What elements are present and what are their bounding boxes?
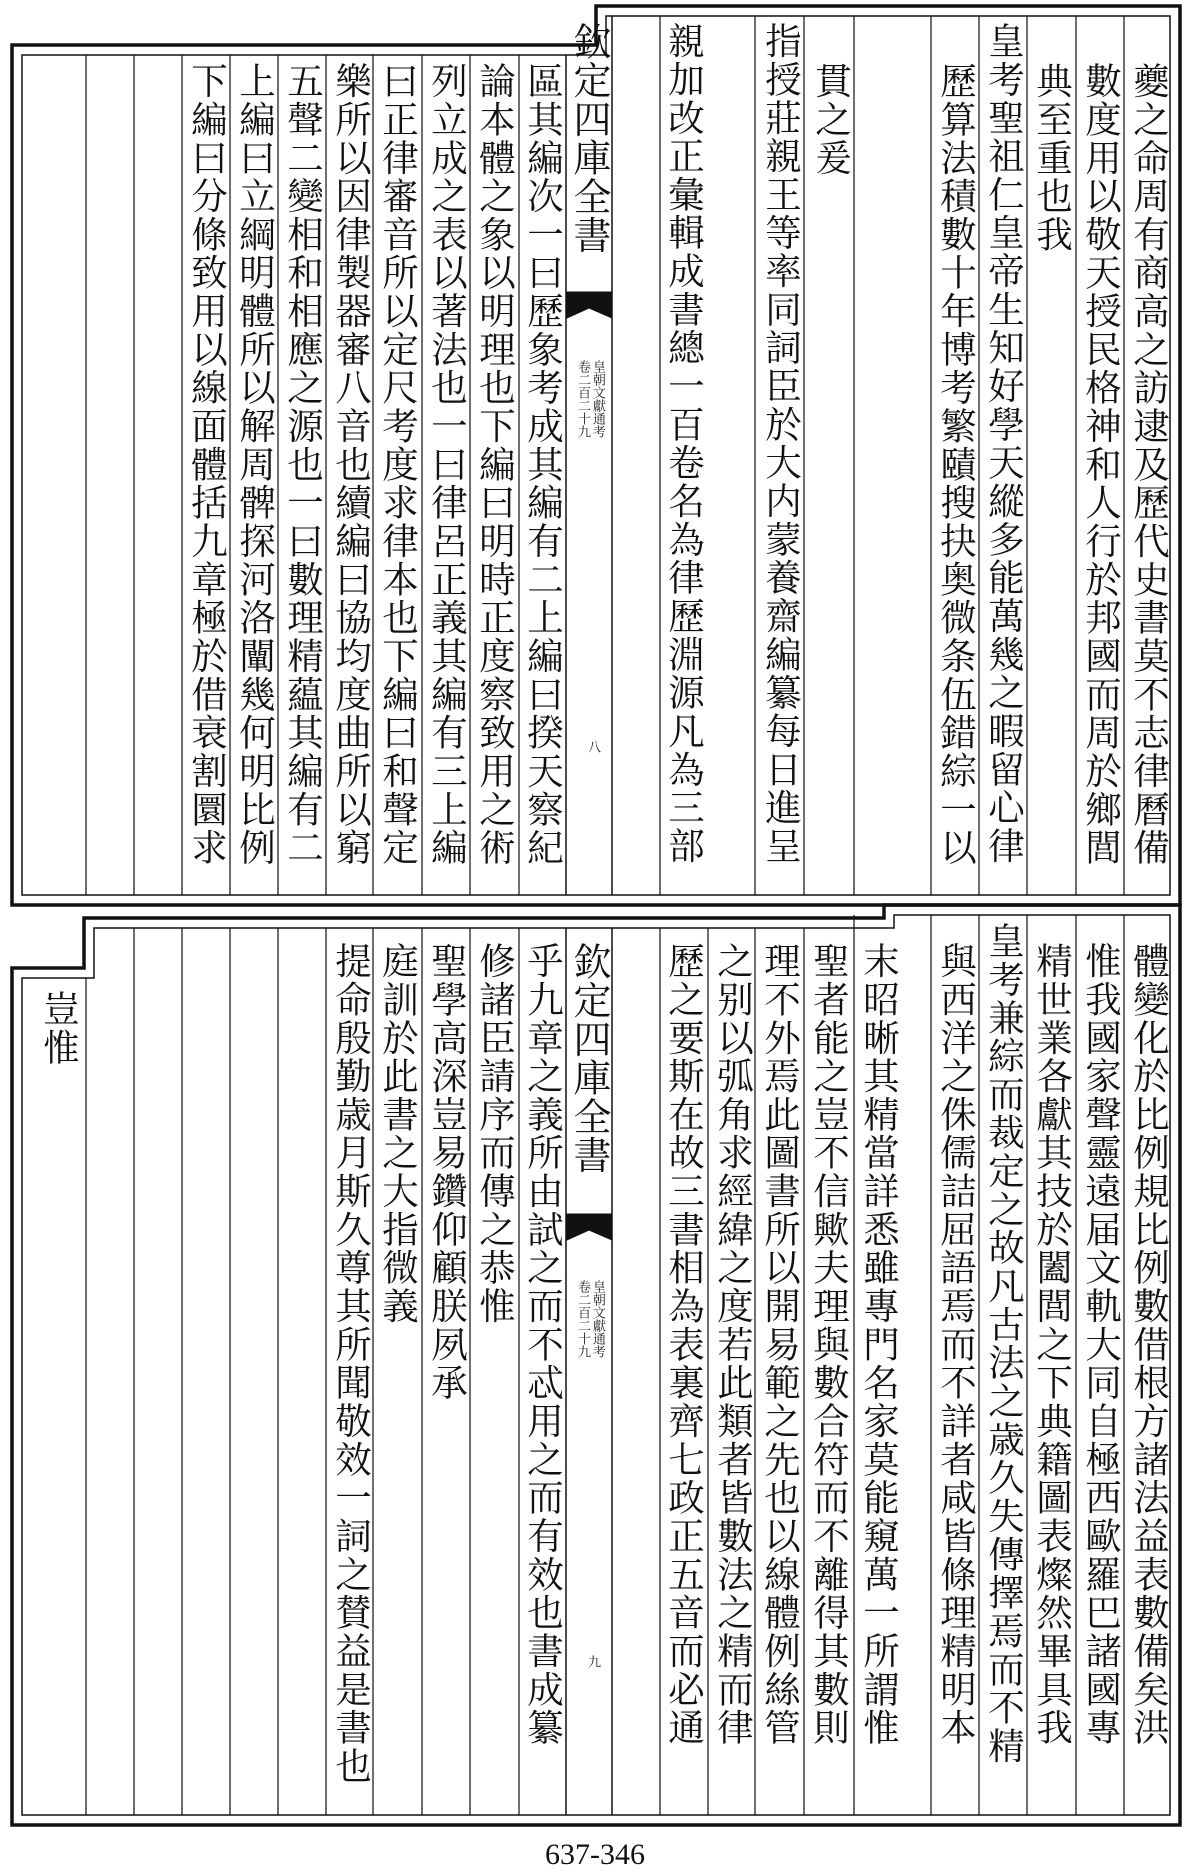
- text-column: 精世業各獻其技於闔閭之下典籍圖表燦然畢具我: [1030, 942, 1074, 1747]
- spine-subtitle: 皇朝文獻通考 卷二百二十九: [574, 360, 605, 438]
- text-column: 皇考聖祖仁皇帝生知好學天縱多能萬幾之暇留心律: [982, 22, 1026, 866]
- text-column: 下編曰分條致用以線面體括九章極於借衰割圜求: [185, 62, 229, 867]
- text-column: 指授莊親王等率同詞臣於大内蒙養齋編纂每日進呈: [759, 22, 803, 866]
- text-column: 庭訓於此書之大指微義: [376, 942, 420, 1326]
- text-column: 歷算法積數十年博考繁賾搜抉奥微条伍錯綜一以: [934, 62, 978, 867]
- spine-subtitle: 皇朝文獻通考 卷二百二十九: [574, 1280, 605, 1358]
- text-column: 乎九章之義所由試之而不忒用之而有效也書成纂: [521, 942, 565, 1747]
- text-column: 貫之爰: [809, 62, 853, 177]
- text-column: 曰正律審音所以定尺考度求律本也下編曰和聲定: [376, 62, 420, 867]
- text-column: 列立成之表以著法也一曰律呂正義其編有三上編: [425, 62, 469, 867]
- text-column: 上編曰立綱明體所以解周髀探河洛闡幾何明比例: [233, 62, 277, 867]
- text-column: 數度用以敬天授民格神和人行於邦國而周於鄉閭: [1079, 62, 1123, 867]
- spine-title: 欽定四庫全書: [567, 22, 611, 255]
- fish-tail-ornament-bottom: [567, 1214, 612, 1240]
- text-column: 夔之命周有商高之訪逮及歷代史書莫不志律曆備: [1127, 62, 1171, 867]
- text-column: 之别以弧角求經緯之度若此類者皆數法之精而律: [711, 942, 755, 1747]
- spine-leaf-number: 八: [585, 740, 600, 753]
- text-column: 與西洋之侏儒詰屈語焉而不詳者咸皆條理精明本: [934, 942, 978, 1747]
- text-column: 理不外焉此圖書所以開易範之先也以線體例絲管: [758, 942, 802, 1747]
- text-column: 豈惟: [37, 990, 81, 1067]
- text-column: 樂所以因律製器審八音也續編曰協均度曲所以窮: [329, 62, 373, 867]
- text-column: 體變化於比例規比例數借根方諸法益表數備矣洪: [1127, 942, 1171, 1747]
- text-column: 提命殷勤歳月斯久尊其所聞敬效一詞之賛益是書也: [329, 942, 373, 1786]
- text-column: 末昭晰其精當詳悉雖專門名家莫能窺萬一所謂惟: [857, 942, 901, 1747]
- text-column: 論本體之象以明理也下編曰明時正度察致用之術: [473, 62, 517, 867]
- text-column: 修諸臣請序而傳之恭惟: [473, 942, 517, 1326]
- text-column: 區其編次一曰歷象考成其編有二上編曰揆天察紀: [521, 62, 565, 867]
- text-column: 歷之要斯在故三書相為表裏齊七政正五音而必通: [662, 942, 706, 1747]
- spine-title: 欽定四庫全書: [567, 942, 611, 1175]
- text-column: 親加改正彙輯成書總一百卷名為律歷淵源凡為三部: [662, 22, 706, 866]
- text-column: 惟我國家聲靈遠届文軌大同自極西歐羅巴諸國專: [1079, 942, 1123, 1747]
- spine-leaf-number: 九: [585, 1655, 600, 1668]
- page-number: 637-346: [545, 1838, 645, 1871]
- text-column: 典至重也我: [1030, 62, 1074, 254]
- text-column: 皇考兼綜而裁定之故凡古法之歳久失傳擇焉而不精: [982, 922, 1026, 1766]
- text-column: 五聲二變相和相應之源也一曰數理精藴其編有二: [281, 62, 325, 867]
- text-column: 聖學高深豈易鑽仰顧朕夙承: [425, 942, 469, 1402]
- text-column: 聖者能之豈不信歟夫理與數合符而不離得其數則: [807, 942, 851, 1747]
- fish-tail-ornament-top: [567, 292, 612, 318]
